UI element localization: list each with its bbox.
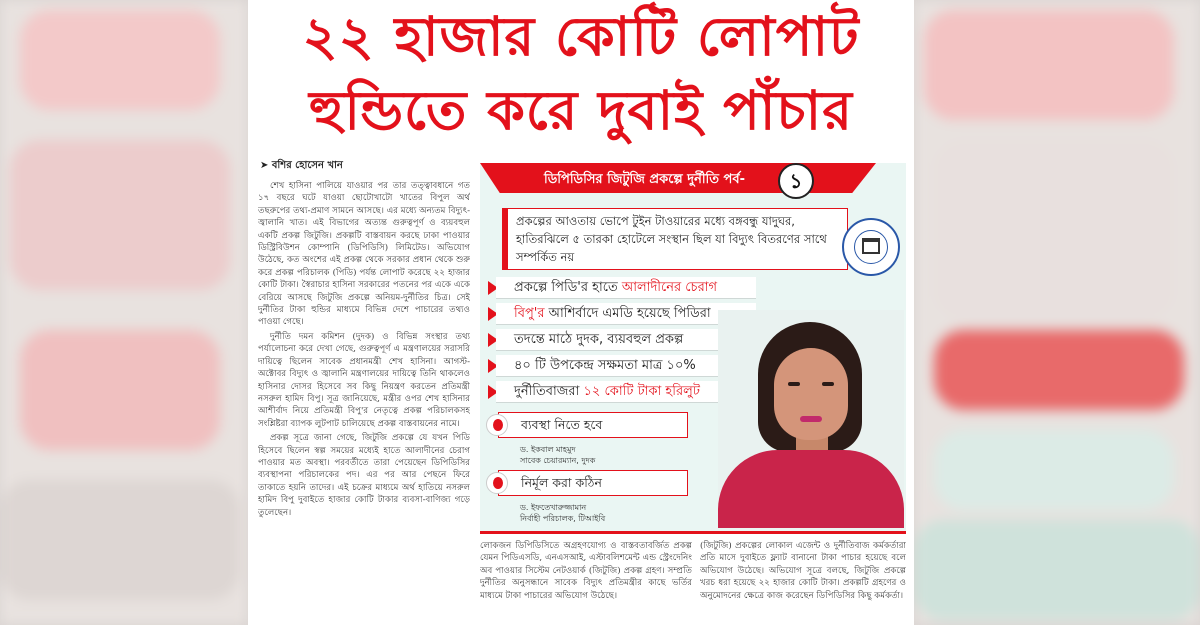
portrait-photo: [718, 310, 904, 528]
point-text: প্রকল্পে পিডি'র হাতে: [514, 280, 622, 295]
article-left-column: [258, 180, 470, 625]
quote-role: সাবেক চেয়ারম্যান, দুদক: [520, 456, 596, 465]
blurred-background-left: [0, 0, 248, 625]
quote-title: ব্যবস্থা নিতে হবে: [498, 412, 688, 438]
quote-name: ড. ইকবাল মাহমুদ: [520, 445, 576, 454]
portrait-eye: [788, 382, 800, 386]
feature-bottom-rule: [480, 531, 906, 534]
quote-name: ড. ইফতেখারুজ্জামান: [520, 503, 587, 512]
newspaper-page: [248, 0, 914, 625]
point-highlight: বিপু'র: [514, 306, 545, 321]
point-text: তদন্তে মাঠে দুদক, ব্যয়বহুল প্রকল্প: [514, 332, 684, 347]
feature-point: [496, 329, 756, 351]
point-text: আশির্বাদে এমডি হয়েছে পিডিরা: [544, 306, 711, 321]
quote-mark-icon: [486, 414, 508, 436]
quote-title: নির্মূল করা কঠিন: [498, 470, 688, 496]
portrait-clothing: [718, 450, 904, 528]
article-bottom-column-1: লোকজন ডিপিডিসিতে অগ্রহণযোগ্য ও বাস্তবতাবর্জিত প্রকল্প যেমন পিডিএসডি, এনএসআই, এস্টাবলিশমেন্ট এন্ড স্ট্রেংদেনিং অব পাওয়ার সিস্টেম নেটওয়ার্ক (জিটুজি) প্রকল্প গ্রহণ। সম্প্রতি দুর্নীতির অনুসন্ধানে সাবেক বিদ্যুৎ প্রতিমন্ত্রীর কাছে ভর্তির মাধ্যমে টাকা পাচারের অভিযোগ উঠেছে।: [480, 541, 692, 601]
blurred-background-right: [914, 0, 1200, 625]
feature-lead: প্রকল্পের আওতায় ভোপে টুইন টাওয়ারের মধ্যে বঙ্গবন্ধু যাদুঘর, হাতিরঝিলে ৫ তারকা হোটেলে সংস্থান ছিল যা বিদ্যুৎ বিতরণের সাথে সম্পর্কিত নয়: [502, 208, 848, 270]
feature-point: [496, 355, 756, 377]
feature-banner-text: ডিপিডিসির জিটুজি প্রকল্পে দুর্নীতি পর্ব-: [544, 172, 746, 187]
portrait-lips: [800, 416, 822, 422]
headline-line-1: ২২ হাজার কোটি লোপাট: [302, 5, 860, 68]
article-bottom-column-2: (জিটুজি) প্রকল্পের লোকাল এজেন্ট ও দুর্নীতিবাজ কর্মকর্তারা প্রতি মাসে দুবাইতে ফ্ল্যাট বানানো টাকা পাচার হয়েছে বলে অভিযোগ উঠেছে। অভিযোগ সূত্রে বলছে, জিটুজি প্রকল্পে খরচ ধরা হয়েছে ২২ হাজার কোটি টাকা। প্রকল্পটি গ্রহণের ও অনুমোদনের ক্ষেত্রে কাজ করেছেন ডিপিডিসির কিছু কর্মকর্তা।: [700, 541, 906, 601]
tower-icon: [862, 238, 880, 254]
point-highlight: ১২ কোটি টাকা হরিলুট: [583, 384, 700, 399]
point-highlight: আলাদীনের চেরাগ: [621, 280, 718, 295]
quote-role: নির্বাহী পরিচালক, টিআইবি: [520, 514, 606, 523]
feature-point: [496, 303, 756, 325]
portrait-face: [774, 348, 848, 440]
quote-person: [520, 502, 605, 524]
feature-point: [496, 277, 756, 299]
portrait-eye: [822, 382, 834, 386]
quote-person: [520, 444, 595, 466]
quote-mark-icon: [486, 472, 508, 494]
part-number-badge: ১: [778, 163, 814, 199]
byline: ➤ বশির হোসেন খান: [260, 160, 343, 171]
point-text: ৪০ টি উপকেন্দ্র সক্ষমতা মাত্র ১০%: [514, 358, 696, 373]
feature-point: [496, 381, 756, 403]
point-text: দুর্নীতিবাজরা: [514, 384, 584, 399]
article-paragraph: প্রকল্প সূত্রে জানা গেছে, জিটুজি প্রকল্পে যে যখন পিডি হিসেবে ছিলেন স্বল্প সময়ের মধ্যেই হাতে আলাদীনের চেরাগ পাওয়ার মত অবস্থা। পরবর্তীতে তারা পেয়েছেন ডিপিডিসির ব্যবস্থাপনা পরিচালকের পদ। এর পর আর পেছনে ফিরে তাকাতে হয়নি তাদের। এই চক্রের মাধ্যমে অর্থ হাতিয়ে নসরুল হামিদ বিপু দুবাইতে হাজার কোটি টাকার ব্যবসা-বাণিজ্য গড়ে তুলেছেন।: [258, 433, 470, 518]
seal-icon: [842, 218, 900, 276]
article-paragraph: শেখ হাসিনা পালিয়ে যাওয়ার পর তার তত্ত্বাবধানে গত ১৭ বছরে ঘটে যাওয়া ছোটোখাটো খাতের বিপুল অর্থ তছরুপের তথ্য-প্রমাণ সামনে আসছে। এর মধ্যে অন্যতম বিদ্যুৎ-জ্বালানি খাত। এই বিভাগের অত্যন্ত গুরুত্বপূর্ণ ও ব্যয়বহুল একটি প্রকল্প জিটুজি। প্রকল্পটি বাস্তবায়ন করছে ঢাকা পাওয়ার ডিস্ট্রিবিউশন কোম্পানি (ডিপিডিসি) লিমিটেড। অভিযোগ উঠেছে, কত অংশের এই প্রকল্প থেকে সরকার প্রধান থেকে শুরু করে প্রকল্প পরিচালক (পিডি) পর্যন্ত লোপাট করেছে ২২ হাজার কোটি টাকা। স্বৈরাচার হাসিনা সরকারের পতনের পর একে একে বেরিয়ে আসছে জিটুজি প্রকল্পে অনিয়ম-দুর্নীতির চিত্র। সেই দুর্নীতির টাকা হুন্ডির মাধ্যমে বিভিন্ন দেশে পাচারের তথ্যও পাওয়া গেছে।: [258, 181, 470, 328]
headline-line-2: হুন্ডিতে করে দুবাই পাঁচার: [309, 79, 853, 142]
article-paragraph: দুর্নীতি দমন কমিশন (দুদক) ও বিভিন্ন সংস্থার তথ্য পর্যালোচনা করে দেখা গেছে, গুরুত্বপূর্ণ এ মন্ত্রণালয়ের সরাসরি দায়িত্বে ছিলেন সাবেক প্রধানমন্ত্রী শেখ হাসিনা। আগস্ট-অক্টোবর বিদ্যুৎ ও জ্বালানি মন্ত্রণালয়ের দায়িত্বে তিনি থাকলেও হাসিনার দোসর হিসেবে সব কিছু নিয়ন্ত্রণ করতেন প্রতিমন্ত্রী নসরুল হামিদ বিপু। সূত্র জানিয়েছে, মন্ত্রীর ওপর শেখ হাসিনার আশীর্বাদ নিয়ে প্রতিমন্ত্রী বিপু'র নেতৃত্বে প্রকল্প পরিচালকসহ সংশ্লিষ্টরা ব্যাপক লুটপাট চালিয়েছে প্রকল্প বাস্তবায়নের নামে।: [258, 331, 470, 429]
